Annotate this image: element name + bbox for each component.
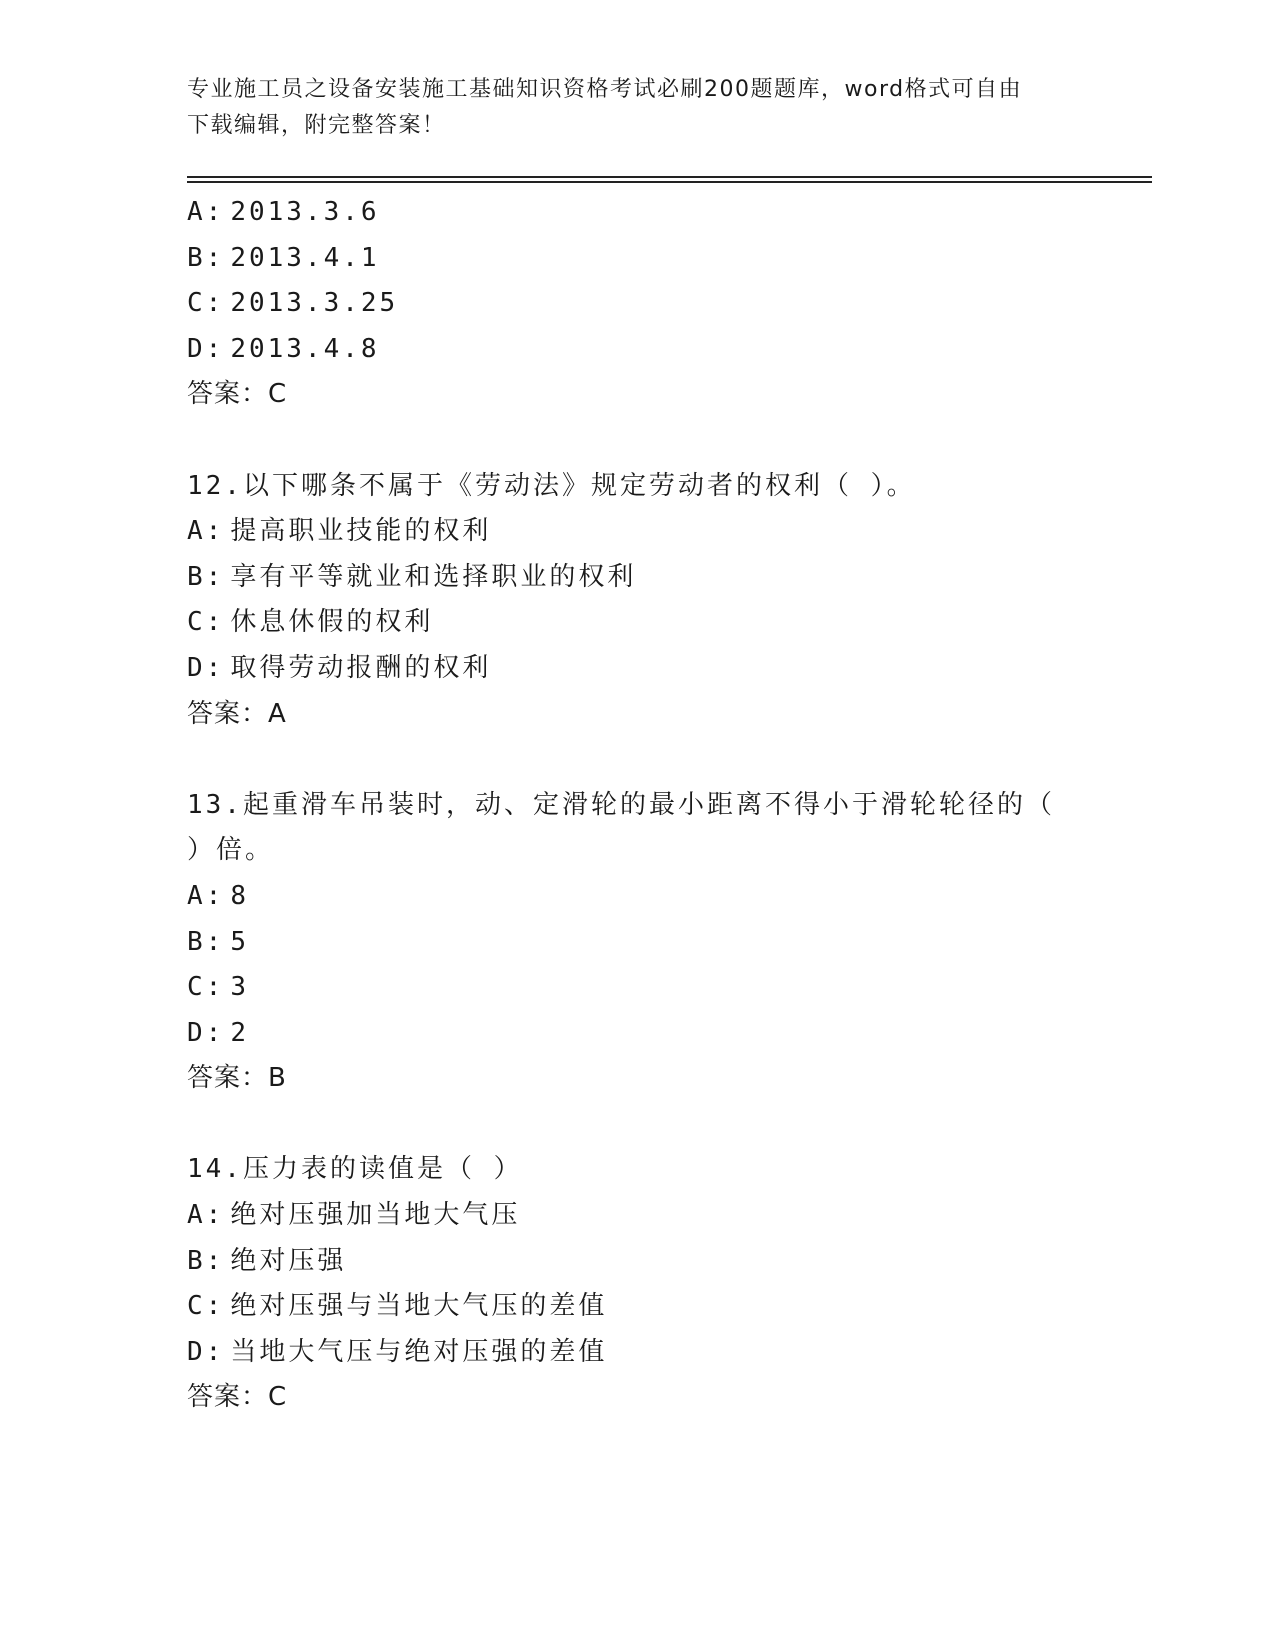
option-d bbox=[187, 1330, 1147, 1376]
option-text: 休息休假的权利 bbox=[230, 607, 434, 638]
question-stem: 14.压力表的读值是（ ） bbox=[187, 1154, 523, 1185]
option-b bbox=[187, 920, 1147, 966]
option-text: 2013.3.25 bbox=[230, 288, 399, 319]
header-line-1: 专业施工员之设备安装施工基础知识资格考试必刷200题题库，word格式可自由 bbox=[187, 77, 1023, 102]
option-d bbox=[187, 646, 1147, 692]
spacer bbox=[187, 1102, 1147, 1148]
question-12 bbox=[187, 464, 1147, 738]
prev-question-block bbox=[187, 190, 1147, 418]
question-13 bbox=[187, 783, 1147, 1102]
answer-line: 答案：A bbox=[187, 698, 287, 729]
option-a bbox=[187, 1193, 1147, 1239]
option-text: 享有平等就业和选择职业的权利 bbox=[230, 561, 637, 592]
option-a bbox=[187, 190, 1147, 236]
header-divider-top bbox=[187, 176, 1152, 178]
option-letter: A: bbox=[187, 1200, 225, 1231]
option-letter: C: bbox=[187, 288, 225, 319]
option-text: 5 bbox=[230, 926, 249, 957]
spacer bbox=[187, 418, 1147, 464]
option-text: 2 bbox=[230, 1017, 249, 1048]
option-text: 2013.3.6 bbox=[230, 197, 380, 227]
option-text: 绝对压强 bbox=[230, 1245, 347, 1276]
spacer bbox=[187, 737, 1147, 783]
option-c bbox=[187, 965, 1147, 1011]
option-c bbox=[187, 281, 1147, 327]
question-stem: 12.以下哪条不属于《劳动法》规定劳动者的权利（ ）。 bbox=[187, 470, 916, 501]
question-stem: 13.起重滑车吊装时，动、定滑轮的最小距离不得小于滑轮轮径的（ bbox=[187, 789, 1055, 820]
option-b bbox=[187, 236, 1147, 282]
option-a bbox=[187, 509, 1147, 555]
option-text: 8 bbox=[230, 880, 249, 911]
answer-line: 答案：C bbox=[187, 379, 288, 410]
option-text: 2013.4.1 bbox=[230, 242, 380, 273]
option-letter: D: bbox=[187, 652, 225, 683]
option-letter: D: bbox=[187, 1336, 225, 1367]
option-letter: A: bbox=[187, 197, 225, 227]
option-c bbox=[187, 1284, 1147, 1330]
option-letter: D: bbox=[187, 1017, 225, 1048]
option-letter: A: bbox=[187, 880, 225, 911]
answer-line: 答案：C bbox=[187, 1382, 288, 1413]
question-stem-continued: ）倍。 bbox=[187, 835, 275, 866]
document-header bbox=[187, 72, 1067, 144]
answer-line: 答案：B bbox=[187, 1063, 287, 1094]
option-letter: B: bbox=[187, 561, 225, 592]
option-d bbox=[187, 327, 1147, 373]
option-letter: D: bbox=[187, 333, 225, 364]
option-d bbox=[187, 1011, 1147, 1057]
option-text: 提高职业技能的权利 bbox=[230, 516, 492, 547]
option-text: 取得劳动报酬的权利 bbox=[230, 652, 492, 683]
option-letter: B: bbox=[187, 1245, 225, 1276]
question-14 bbox=[187, 1147, 1147, 1421]
option-b bbox=[187, 555, 1147, 601]
option-a bbox=[187, 874, 1147, 920]
option-text: 当地大气压与绝对压强的差值 bbox=[230, 1336, 608, 1367]
header-divider-bottom bbox=[187, 181, 1152, 183]
header-line-2: 下载编辑，附完整答案！ bbox=[187, 113, 446, 138]
option-text: 3 bbox=[230, 972, 249, 1003]
option-letter: B: bbox=[187, 242, 225, 273]
option-letter: B: bbox=[187, 926, 225, 957]
option-letter: C: bbox=[187, 607, 225, 638]
option-c bbox=[187, 600, 1147, 646]
option-text: 绝对压强与当地大气压的差值 bbox=[230, 1291, 608, 1322]
option-letter: A: bbox=[187, 516, 225, 547]
option-b bbox=[187, 1239, 1147, 1285]
question-list bbox=[187, 190, 1147, 1421]
option-text: 2013.4.8 bbox=[230, 333, 380, 364]
option-text: 绝对压强加当地大气压 bbox=[230, 1200, 521, 1231]
option-letter: C: bbox=[187, 972, 225, 1003]
option-letter: C: bbox=[187, 1291, 225, 1322]
